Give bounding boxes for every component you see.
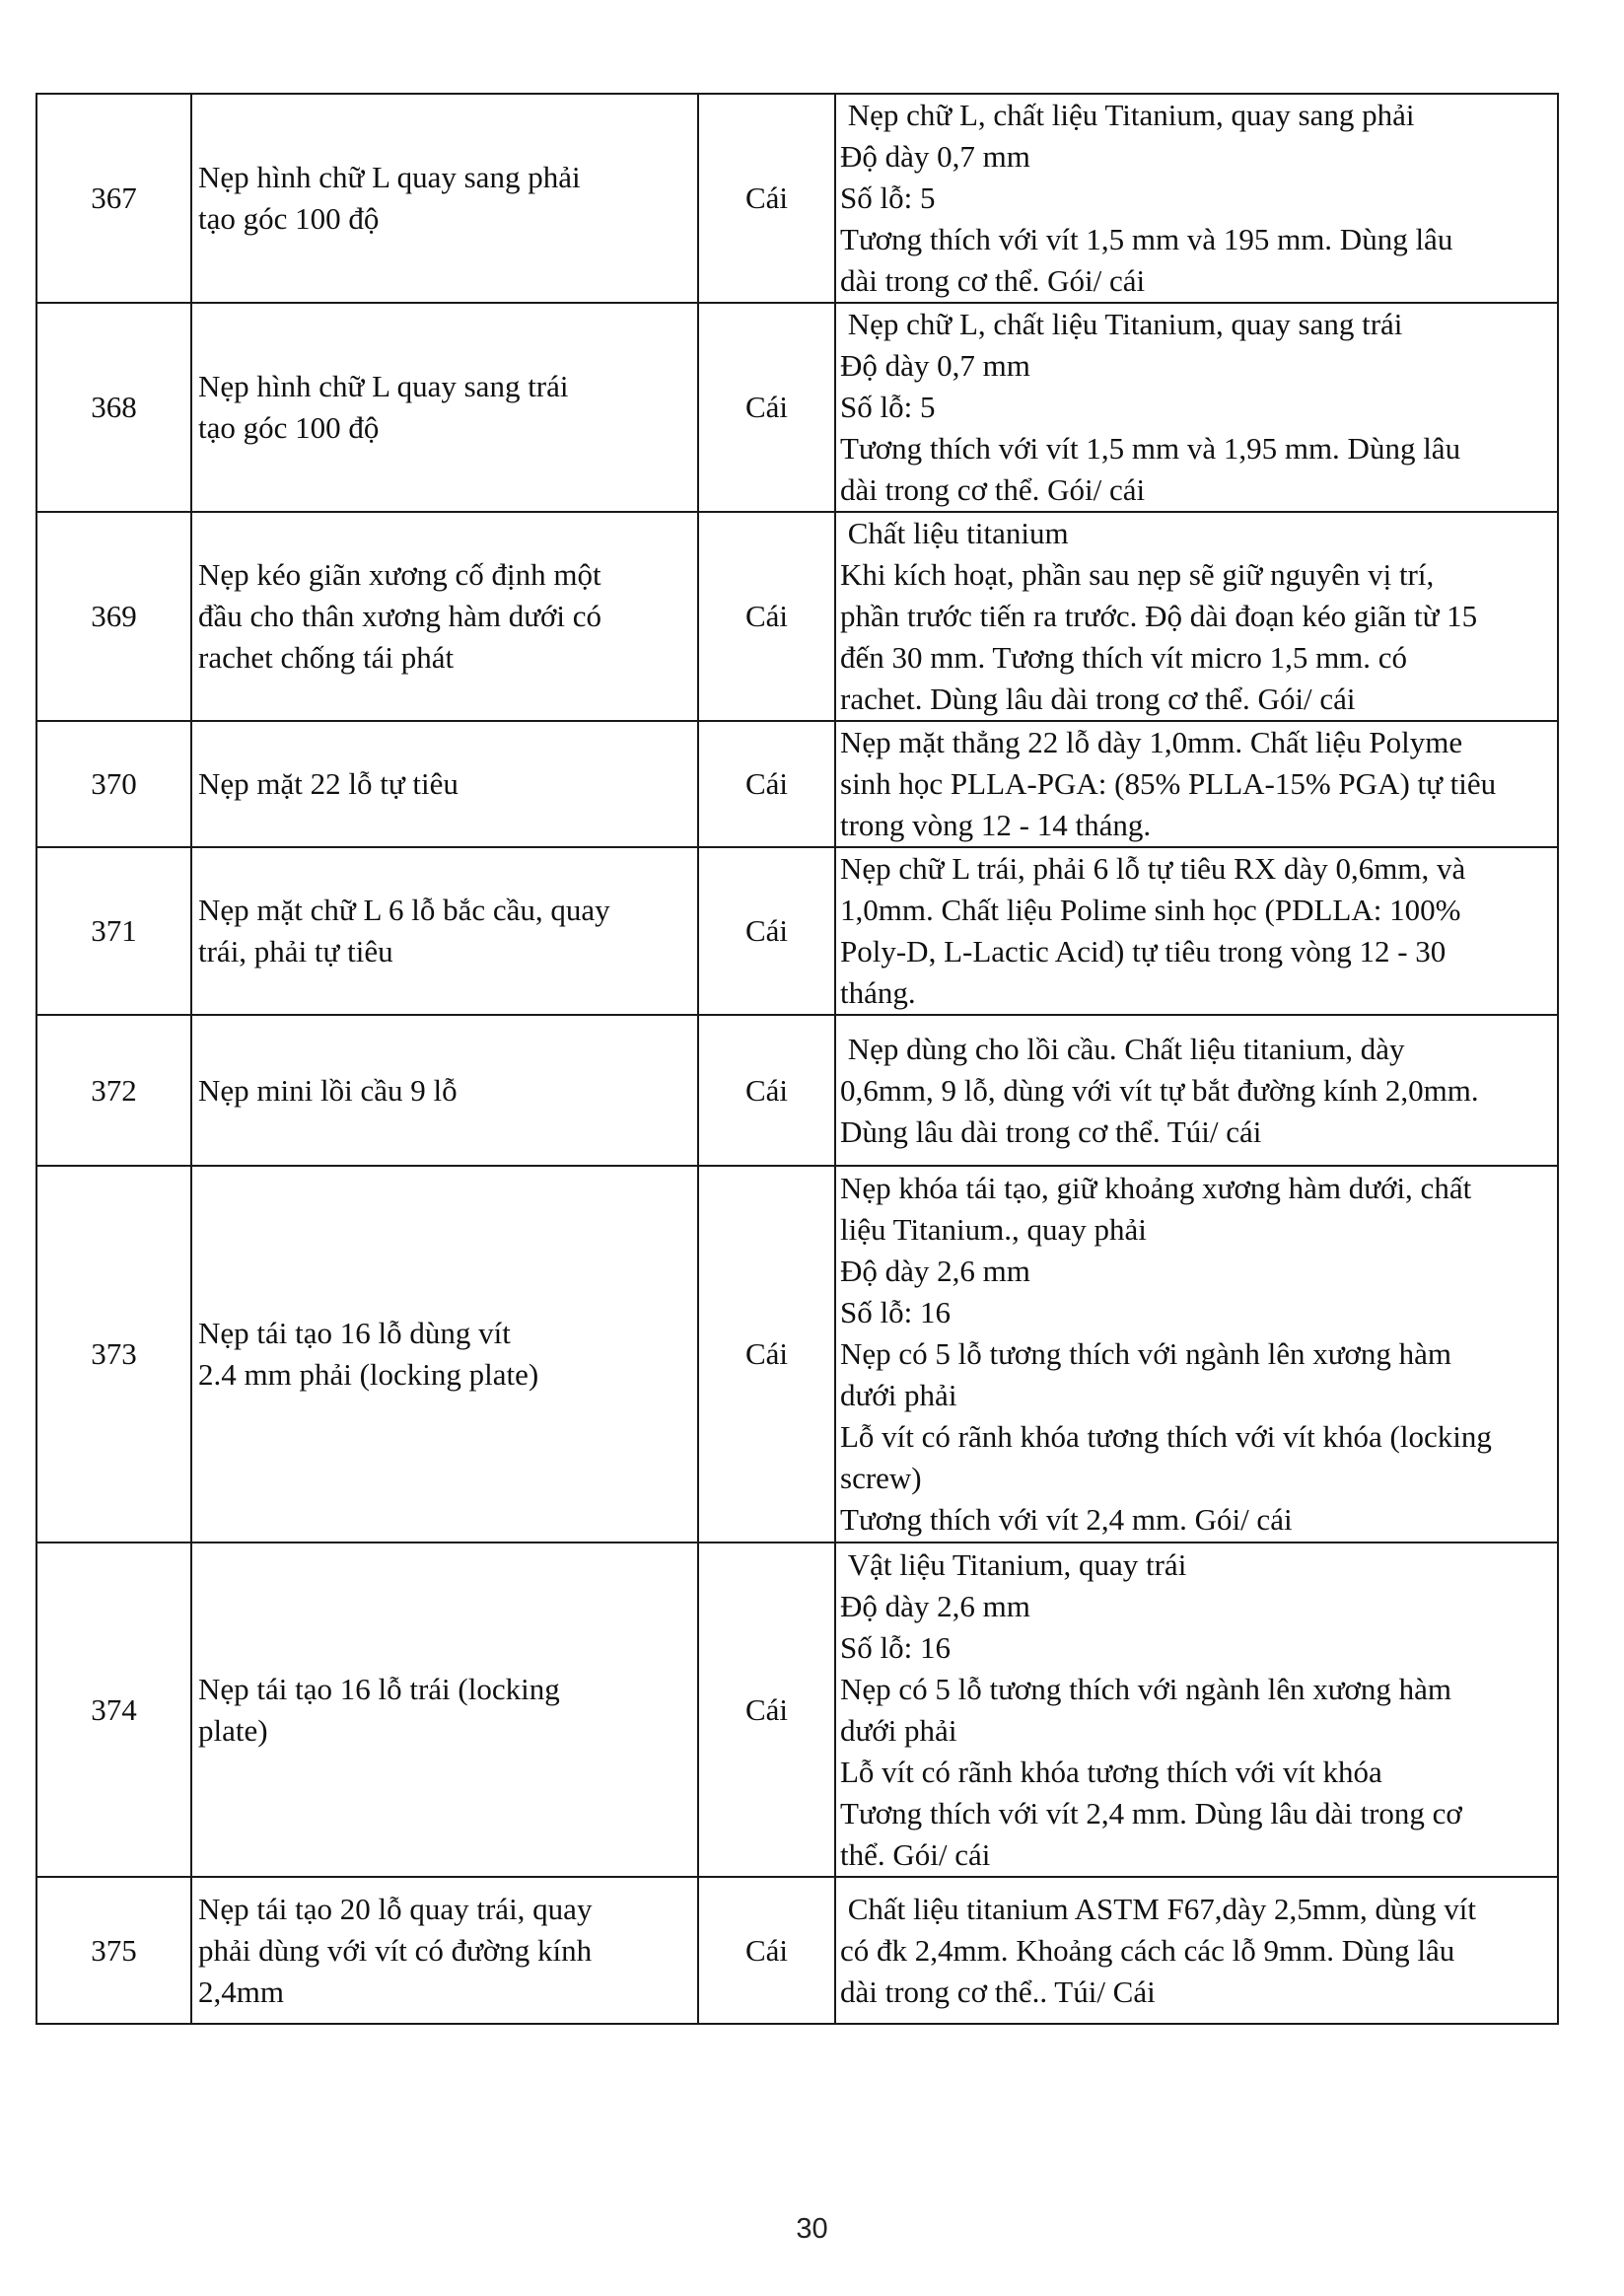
item-name-line: rachet chống tái phát xyxy=(198,640,455,675)
page-number: 30 xyxy=(796,2213,828,2245)
item-description-line: Chất liệu titanium ASTM F67,dày 2,5mm, dùng vít xyxy=(840,1891,1476,1926)
item-unit: Cái xyxy=(698,1015,835,1166)
item-description-line: dưới phải xyxy=(840,1378,957,1412)
item-unit: Cái xyxy=(698,847,835,1015)
item-description-line: dài trong cơ thể.. Túi/ Cái xyxy=(840,1973,1156,2009)
item-description-line: Độ dày 2,6 mm xyxy=(840,1254,1030,1288)
item-name xyxy=(191,721,698,847)
item-description-line: Nẹp chữ L, chất liệu Titanium, quay sang phải xyxy=(840,98,1415,132)
item-description xyxy=(835,512,1558,721)
item-unit: Cái xyxy=(698,1877,835,2024)
item-name-line: Nẹp mặt chữ L 6 lỗ bắc cầu, quay xyxy=(198,893,610,927)
item-name-line: Nẹp kéo giãn xương cố định một xyxy=(198,557,601,592)
item-description-line: Độ dày 0,7 mm xyxy=(840,348,1030,383)
item-name-line: 2,4mm xyxy=(198,1973,284,2009)
item-name-line: tạo góc 100 độ xyxy=(198,410,380,445)
item-name-line: phải dùng với vít có đường kính xyxy=(198,1932,593,1968)
row-number: 370 xyxy=(36,721,191,847)
item-description xyxy=(835,1543,1558,1877)
row-number: 367 xyxy=(36,94,191,303)
item-description-line: có đk 2,4mm. Khoảng cách các lỗ 9mm. Dùng lâu xyxy=(840,1932,1455,1968)
item-description-line: Số lỗ: 5 xyxy=(840,390,936,424)
item-description-line: Nẹp mặt thẳng 22 lỗ dày 1,0mm. Chất liệu Polyme xyxy=(840,725,1463,759)
row-number: 368 xyxy=(36,303,191,512)
item-description-line: Số lỗ: 16 xyxy=(840,1629,951,1665)
table-row xyxy=(36,303,1558,512)
item-name-line: plate) xyxy=(198,1712,268,1748)
item-description-line: 1,0mm. Chất liệu Polime sinh học (PDLLA: 100% xyxy=(840,893,1461,927)
specification-table xyxy=(35,93,1559,2025)
row-number: 375 xyxy=(36,1877,191,2024)
item-description xyxy=(835,1877,1558,2024)
item-description-line: dài trong cơ thể. Gói/ cái xyxy=(840,472,1146,507)
item-description-line: Nẹp có 5 lỗ tương thích với ngành lên xương hàm xyxy=(840,1671,1452,1706)
item-description-line: 0,6mm, 9 lỗ, dùng với vít tự bắt đường kính 2,0mm. xyxy=(840,1072,1479,1108)
item-description-line: Lỗ vít có rãnh khóa tương thích với vít khóa xyxy=(840,1754,1382,1789)
item-name-line: Nẹp tái tạo 16 lỗ dùng vít xyxy=(198,1316,511,1350)
item-name-line: Nẹp hình chữ L quay sang trái xyxy=(198,369,569,403)
item-unit: Cái xyxy=(698,303,835,512)
item-description-line: tháng. xyxy=(840,975,916,1010)
item-name xyxy=(191,1166,698,1543)
item-description-line: Chất liệu titanium xyxy=(840,516,1069,550)
item-unit: Cái xyxy=(698,512,835,721)
row-number: 373 xyxy=(36,1166,191,1543)
item-description-line: dưới phải xyxy=(840,1712,957,1748)
row-number: 369 xyxy=(36,512,191,721)
item-unit: Cái xyxy=(698,1166,835,1543)
row-number: 371 xyxy=(36,847,191,1015)
item-description-line: Nẹp chữ L, chất liệu Titanium, quay sang trái xyxy=(840,307,1403,341)
item-description-line: Nẹp dùng cho lồi cầu. Chất liệu titanium, dày xyxy=(840,1031,1405,1066)
item-description-line: Tương thích với vít 2,4 mm. Gói/ cái xyxy=(840,1502,1293,1537)
item-description-line: Tương thích với vít 1,5 mm và 195 mm. Dùng lâu xyxy=(840,222,1453,256)
item-name xyxy=(191,512,698,721)
item-unit: Cái xyxy=(698,94,835,303)
item-description-line: Khi kích hoạt, phần sau nẹp sẽ giữ nguyên vị trí, xyxy=(840,557,1435,592)
item-name-line: Nẹp mặt 22 lỗ tự tiêu xyxy=(198,766,459,801)
item-name-line: trái, phải tự tiêu xyxy=(198,934,393,969)
item-description-line: sinh học PLLA-PGA: (85% PLLA-15% PGA) tự tiêu xyxy=(840,766,1497,801)
item-description-line: Nẹp có 5 lỗ tương thích với ngành lên xương hàm xyxy=(840,1336,1452,1371)
item-description-line: dài trong cơ thể. Gói/ cái xyxy=(840,263,1146,298)
item-description-line: phần trước tiến ra trước. Độ dài đoạn kéo giãn từ 15 xyxy=(840,599,1478,633)
item-description-line: Số lỗ: 5 xyxy=(840,180,936,215)
item-name-line: 2.4 mm phải (locking plate) xyxy=(198,1357,539,1392)
item-description xyxy=(835,94,1558,303)
item-name xyxy=(191,1877,698,2024)
table-row xyxy=(36,1015,1558,1166)
item-unit: Cái xyxy=(698,1543,835,1877)
table-row xyxy=(36,1166,1558,1543)
item-description-line: Vật liệu Titanium, quay trái xyxy=(840,1546,1187,1582)
row-number: 372 xyxy=(36,1015,191,1166)
item-description-line: Độ dày 0,7 mm xyxy=(840,139,1030,174)
item-description-line: Nẹp chữ L trái, phải 6 lỗ tự tiêu RX dày 0,6mm, và xyxy=(840,851,1466,886)
item-description xyxy=(835,721,1558,847)
item-description-line: Tương thích với vít 2,4 mm. Dùng lâu dài trong cơ xyxy=(840,1795,1462,1830)
item-name xyxy=(191,1543,698,1877)
item-description-line: liệu Titanium., quay phải xyxy=(840,1212,1147,1247)
item-name-line: Nẹp tái tạo 20 lỗ quay trái, quay xyxy=(198,1891,593,1926)
item-unit: Cái xyxy=(698,721,835,847)
item-description-line: Độ dày 2,6 mm xyxy=(840,1588,1030,1623)
item-description-line: screw) xyxy=(840,1461,922,1495)
item-description-line: Lỗ vít có rãnh khóa tương thích với vít khóa (locking xyxy=(840,1419,1492,1454)
table-body xyxy=(36,94,1558,2024)
item-name xyxy=(191,94,698,303)
item-description-line: Nẹp khóa tái tạo, giữ khoảng xương hàm dưới, chất xyxy=(840,1171,1472,1205)
item-name-line: tạo góc 100 độ xyxy=(198,201,380,236)
item-description xyxy=(835,1166,1558,1543)
item-name-line: đầu cho thân xương hàm dưới có xyxy=(198,599,602,633)
item-description-line: trong vòng 12 - 14 tháng. xyxy=(840,808,1152,842)
item-description-line: rachet. Dùng lâu dài trong cơ thể. Gói/ cái xyxy=(840,682,1356,716)
item-description xyxy=(835,303,1558,512)
table-row xyxy=(36,847,1558,1015)
table-row xyxy=(36,94,1558,303)
item-description xyxy=(835,1015,1558,1166)
item-description-line: Tương thích với vít 1,5 mm và 1,95 mm. Dùng lâu xyxy=(840,431,1461,466)
item-description-line: thể. Gói/ cái xyxy=(840,1836,991,1872)
item-name xyxy=(191,303,698,512)
item-description-line: đến 30 mm. Tương thích vít micro 1,5 mm. có xyxy=(840,640,1408,675)
item-name-line: Nẹp mini lồi cầu 9 lỗ xyxy=(198,1072,458,1108)
table-row xyxy=(36,1877,1558,2024)
table-row xyxy=(36,512,1558,721)
row-number: 374 xyxy=(36,1543,191,1877)
item-description-line: Poly-D, L-Lactic Acid) tự tiêu trong vòng 12 - 30 xyxy=(840,934,1447,969)
item-name-line: Nẹp hình chữ L quay sang phải xyxy=(198,160,581,194)
table-row xyxy=(36,1543,1558,1877)
item-name-line: Nẹp tái tạo 16 lỗ trái (locking xyxy=(198,1671,560,1706)
item-description xyxy=(835,847,1558,1015)
item-name xyxy=(191,1015,698,1166)
item-description-line: Dùng lâu dài trong cơ thể. Túi/ cái xyxy=(840,1113,1262,1149)
item-name xyxy=(191,847,698,1015)
table-row xyxy=(36,721,1558,847)
item-description-line: Số lỗ: 16 xyxy=(840,1295,951,1329)
